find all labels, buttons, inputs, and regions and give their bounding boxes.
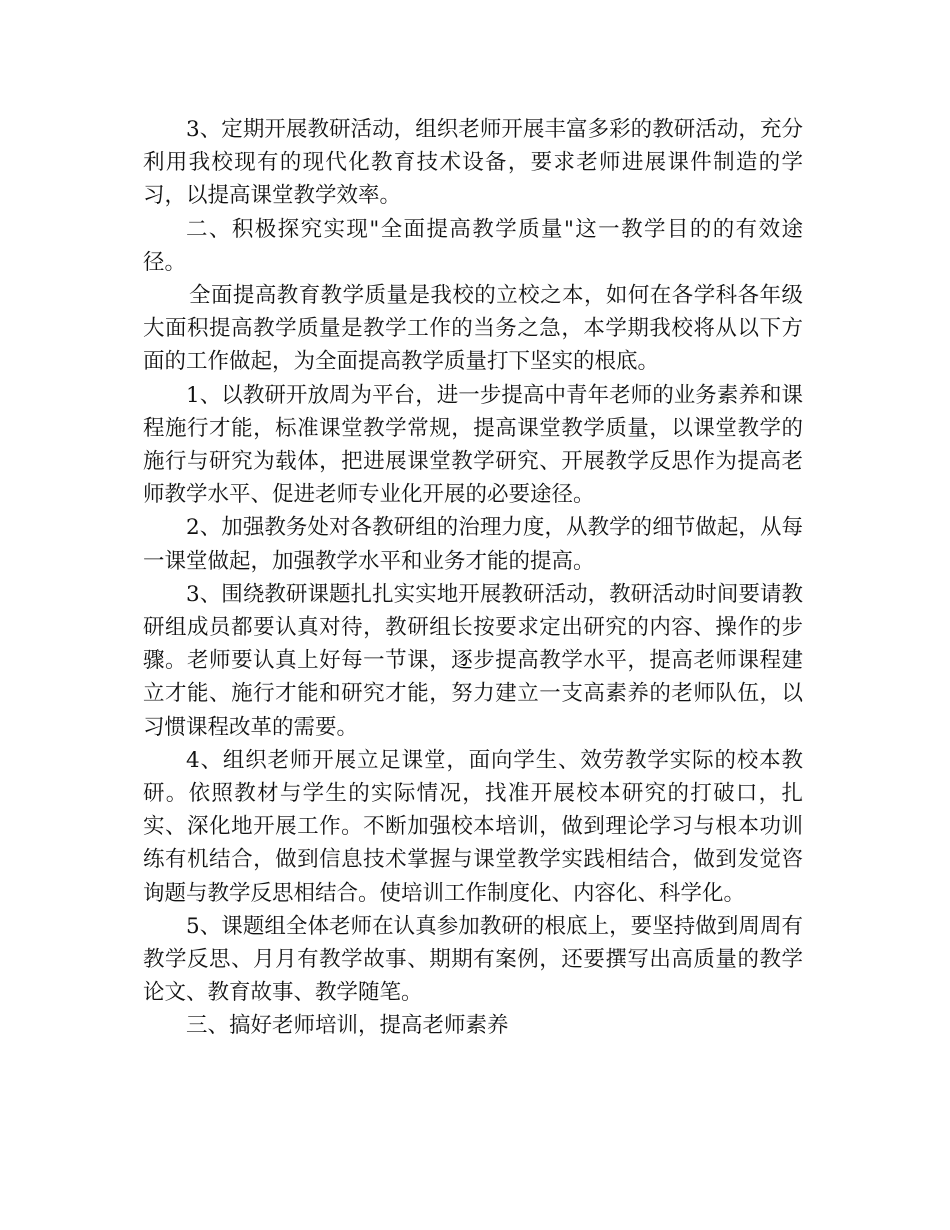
paragraph-item-5-research-group: 5、课题组全体老师在认真参加教研的根底上，要坚持做到周周有教学反思、月月有教学故事、期期有案例，还要撰写出高质量的教学论文、教育故事、教学随笔。 bbox=[143, 913, 803, 1006]
paragraph-item-3-teaching-research: 3、定期开展教研活动，组织老师开展丰富多彩的教研活动，充分利用我校现有的现代化教育技术设备，要求老师进展课件制造的学习，以提高课堂教学效率。 bbox=[143, 117, 803, 209]
paragraph-item-3-research-topics: 3、围绕教研课题扎扎实实地开展教研活动，教研活动时间要请教研组成员都要认真对待，教研组长按要求定出研究的内容、操作的步骤。老师要认真上好每一节课，逐步提高教学水平，提高老师课程建立才能、施行才能和研究才能，努力建立一支高素养的老师队伍，以习惯课程改革的需要。 bbox=[143, 581, 803, 740]
paragraph-item-2-management: 2、加强教务处对各教研组的治理力度，从教学的细节做起，从每一课堂做起，加强教学水平和业务才能的提高。 bbox=[143, 515, 803, 574]
paragraph-item-1-open-week: 1、以教研开放周为平台，进一步提高中青年老师的业务素养和课程施行才能，标准课堂教学常规，提高课堂教学质量，以课堂教学的施行与研究为载体，把进展课堂教学研究、开展教学反思作为提高老师教学水平、促进老师专业化开展的必要途径。 bbox=[143, 382, 803, 508]
paragraph-item-4-school-based-research: 4、组织老师开展立足课堂，面向学生、效劳教学实际的校本教研。依照教材与学生的实际情况，找准开展校本研究的打破口，扎实、深化地开展工作。不断加强校本培训，做到理论学习与根本功训练有机结合，做到信息技术掌握与课堂教学实践相结合，做到发觉咨询题与教学反思相结合。使培训工作制度化、内容化、科学化。 bbox=[143, 747, 803, 906]
section-heading-2: 二、积极探究实现"全面提高教学质量"这一教学目的的有效途径。 bbox=[143, 216, 803, 275]
document-body bbox=[143, 113, 803, 1043]
paragraph-quality-overview: 全面提高教育教学质量是我校的立校之本，如何在各学科各年级大面积提高教学质量是教学工作的当务之急，本学期我校将从以下方面的工作做起，为全面提高教学质量打下坚实的根底。 bbox=[143, 283, 803, 375]
section-heading-3: 三、搞好老师培训，提高老师素养 bbox=[186, 1013, 509, 1039]
